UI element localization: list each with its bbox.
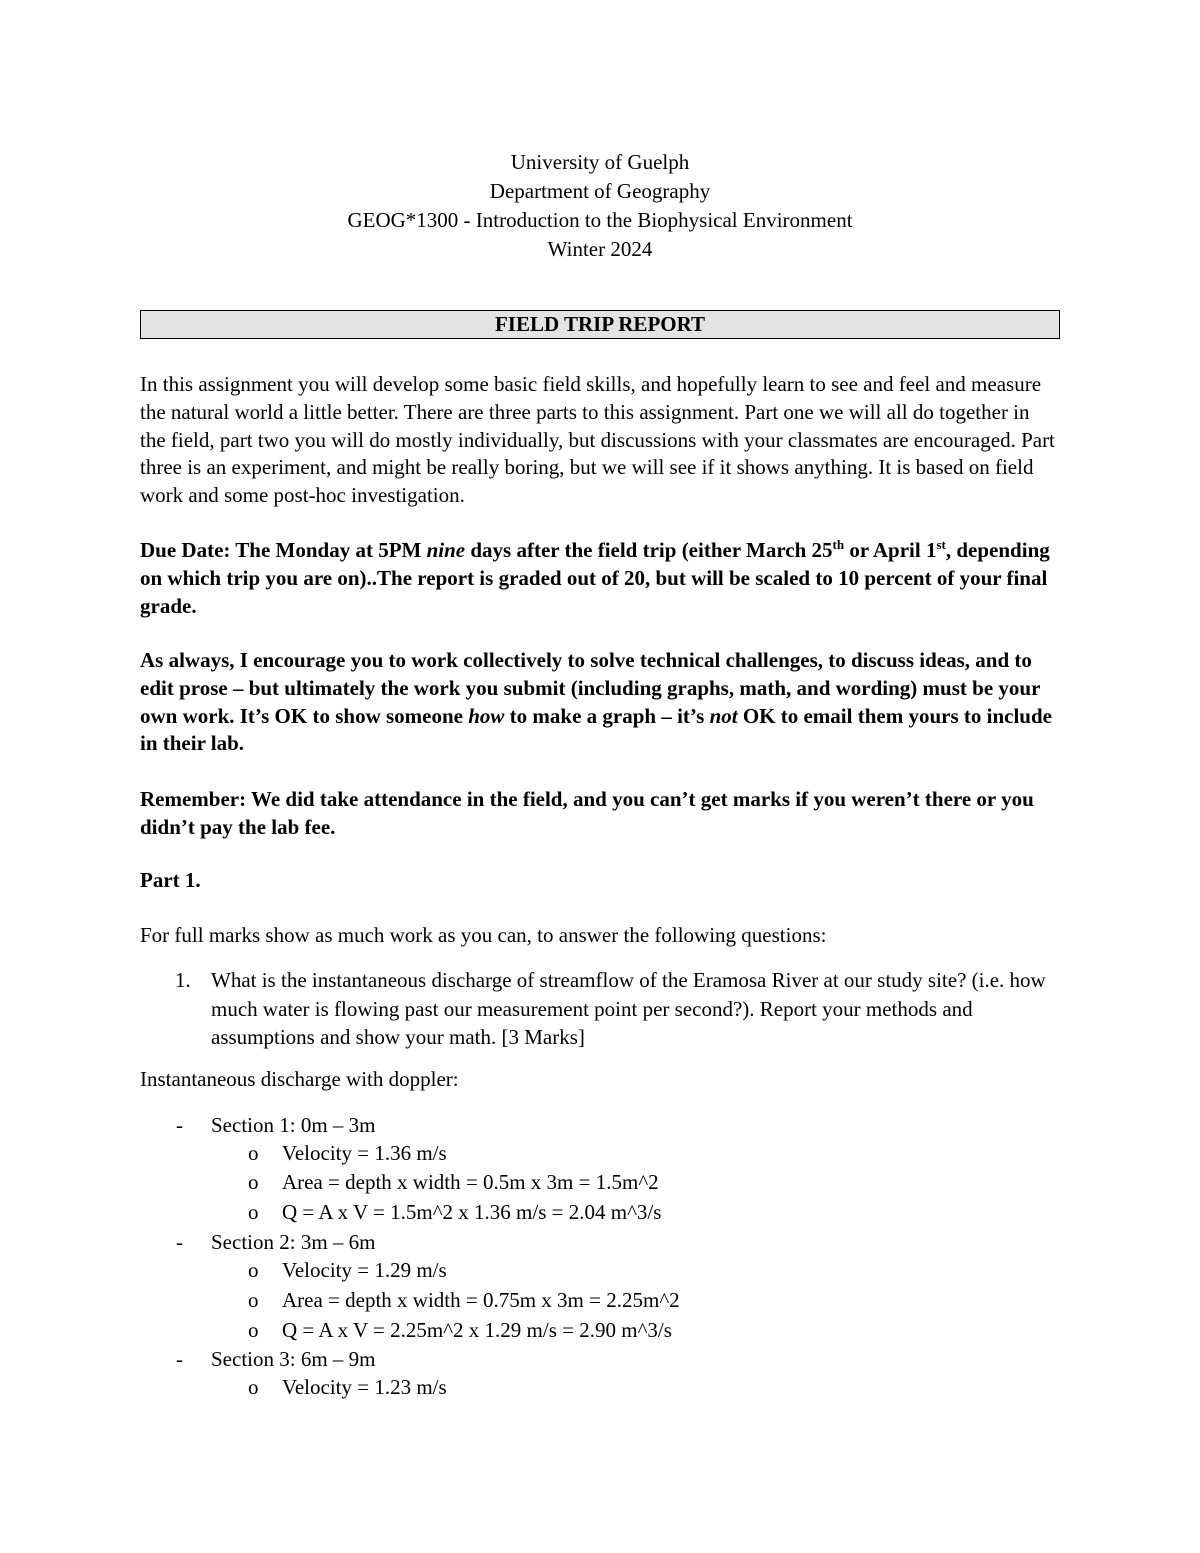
section-2-label: Section 2: 3m – 6m	[211, 1230, 376, 1254]
collab-text-2: to make a graph – it’s	[504, 703, 710, 728]
circle-bullet: o	[248, 1258, 259, 1282]
section-1-velocity: Velocity = 1.36 m/s	[282, 1141, 447, 1165]
section-2-area: Area = depth x width = 0.75m x 3m = 2.25m^2	[282, 1288, 680, 1312]
circle-bullet: o	[248, 1318, 259, 1342]
discharge-heading: Instantaneous discharge with doppler:	[140, 1067, 459, 1091]
due-text-3: or April 1	[844, 538, 937, 562]
collab-text-1: As always, I encourage you to work collectively to solve technical challenges, to discuss ideas, and to edit prose – but ultimately the work you submit (including graphs, math, and wording) must be your own work. It’s OK to show someone	[140, 648, 1041, 728]
dash-bullet: -	[176, 1347, 183, 1371]
dash-bullet: -	[176, 1113, 183, 1137]
term: Winter 2024	[547, 237, 653, 261]
circle-bullet: o	[248, 1170, 259, 1194]
due-text-2: days after the field trip (either March 25	[465, 538, 833, 562]
collaboration-paragraph	[140, 647, 1060, 758]
due-text-4: , depending on which trip you are on)..The report is graded out of 20, but will be scaled to 10 percent of your final grade.	[140, 538, 1050, 618]
course-title: GEOG*1300 - Introduction to the Biophysical Environment	[347, 208, 853, 232]
intro-paragraph: In this assignment you will develop some basic field skills, and hopefully learn to see and feel and measure the natural world a little better. There are three parts to this assignment. Part one we will all do together in the field, part two you will do mostly individually, but discussions with your classmates are encouraged. Part three is an experiment, and might be really boring, but we will see if it shows anything. It is based on field work and some post-hoc investigation.	[140, 372, 1055, 508]
section-2-discharge: Q = A x V = 2.25m^2 x 1.29 m/s = 2.90 m^3/s	[282, 1318, 672, 1342]
section-1-discharge: Q = A x V = 1.5m^2 x 1.36 m/s = 2.04 m^3/s	[282, 1200, 662, 1224]
section-3-label: Section 3: 6m – 9m	[211, 1347, 376, 1371]
due-sup-st: st	[936, 537, 946, 552]
section-3-velocity: Velocity = 1.23 m/s	[282, 1375, 447, 1399]
report-title-box: FIELD TRIP REPORT	[140, 310, 1060, 339]
due-sup-th: th	[832, 537, 845, 552]
department-name: Department of Geography	[489, 179, 711, 203]
part1-heading: Part 1.	[140, 868, 201, 892]
due-emphasis-nine: nine	[426, 538, 466, 562]
due-text-1: Due Date: The Monday at 5PM	[140, 538, 427, 562]
section-1-area: Area = depth x width = 0.5m x 3m = 1.5m^2	[282, 1170, 659, 1194]
circle-bullet: o	[248, 1200, 259, 1224]
section-1-label: Section 1: 0m – 3m	[211, 1113, 376, 1137]
circle-bullet: o	[248, 1288, 259, 1312]
remember-paragraph: Remember: We did take attendance in the field, and you can’t get marks if you weren’t there or you didn’t pay the lab fee.	[140, 787, 1034, 839]
circle-bullet: o	[248, 1141, 259, 1165]
question-number: 1.	[175, 968, 191, 992]
collab-emphasis-how: how	[468, 703, 505, 728]
collab-text-3: OK to email them yours to include in their lab.	[140, 703, 1052, 756]
section-2-velocity: Velocity = 1.29 m/s	[282, 1258, 447, 1282]
instructions-text: For full marks show as much work as you can, to answer the following questions:	[140, 923, 827, 947]
collab-emphasis-not: not	[709, 703, 738, 728]
question-text: What is the instantaneous discharge of streamflow of the Eramosa River at our study site? (i.e. how much water is flowing past our measurement point per second?). Report your methods and assumptions and show your math. [3 Marks]	[211, 968, 1046, 1049]
due-date-paragraph	[140, 537, 1060, 620]
circle-bullet: o	[248, 1375, 259, 1399]
university-name: University of Guelph	[510, 150, 690, 174]
dash-bullet: -	[176, 1230, 183, 1254]
